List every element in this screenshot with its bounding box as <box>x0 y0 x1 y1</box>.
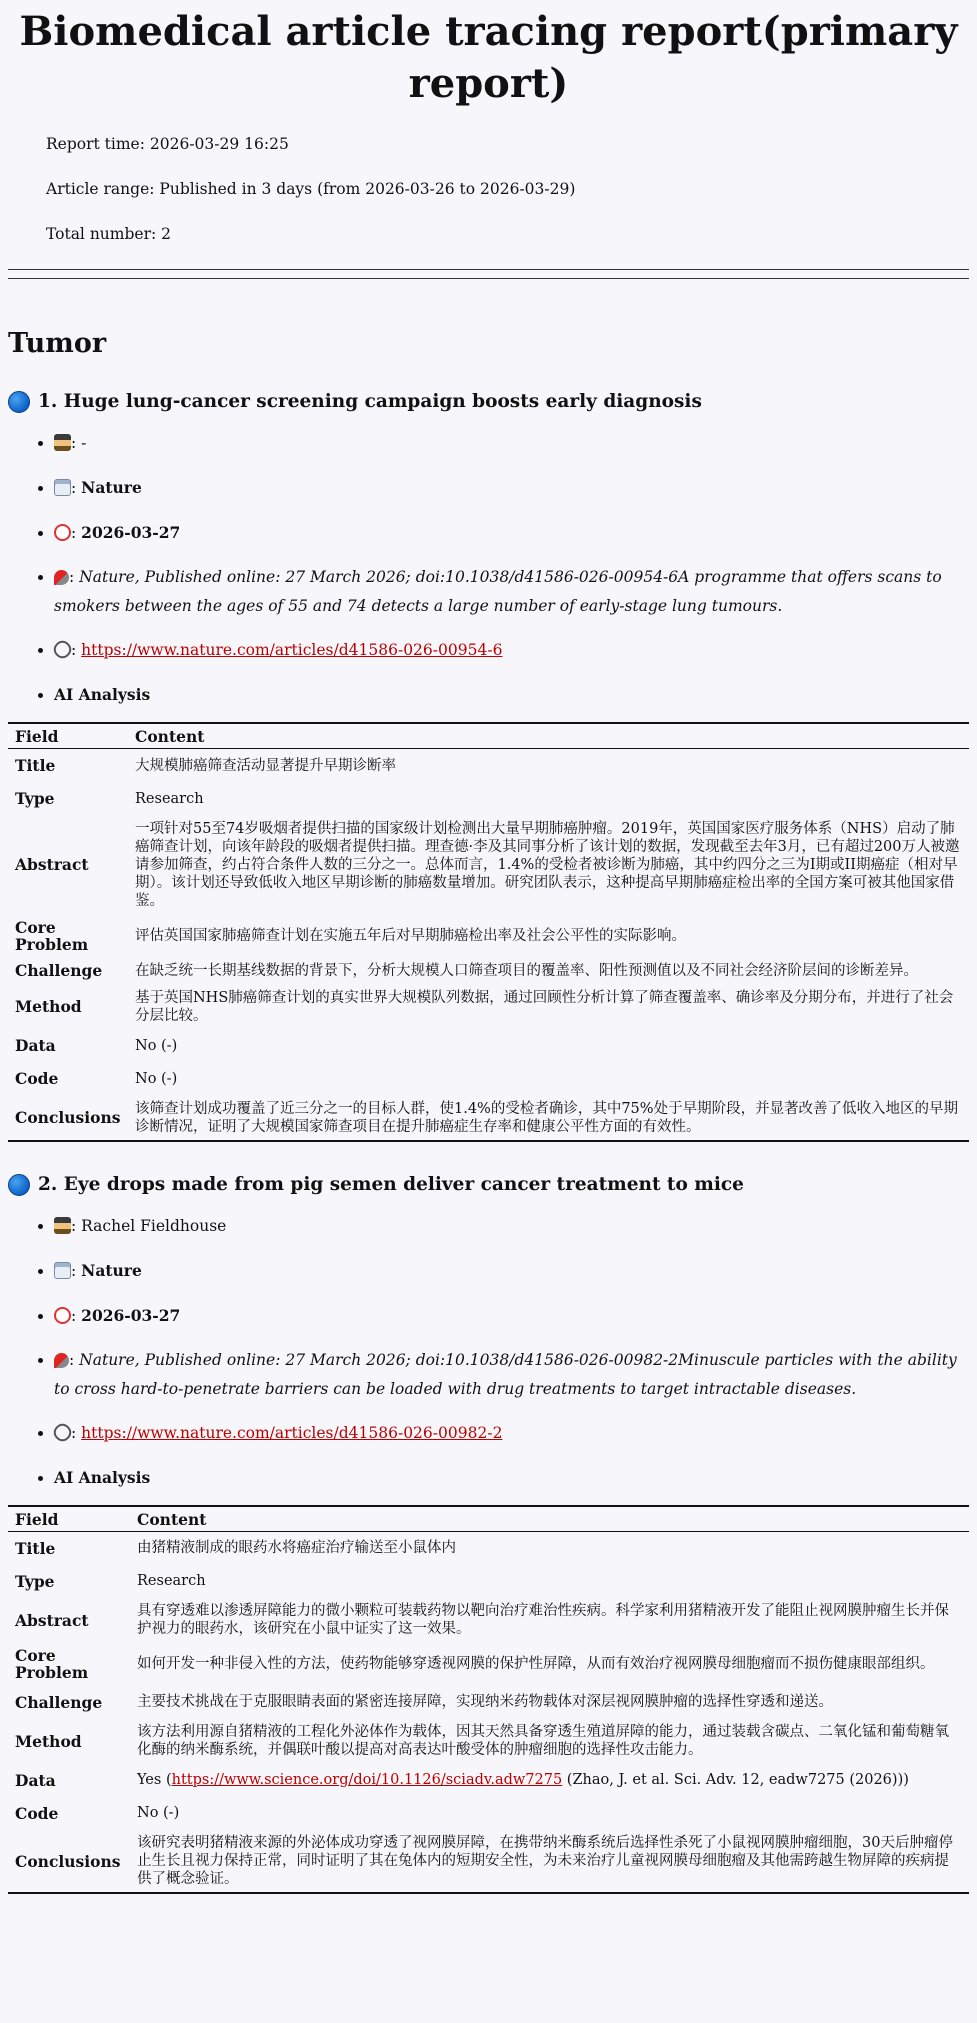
field-header: Field <box>8 723 128 749</box>
content-cell: No (-) <box>135 1070 178 1087</box>
table-row <box>8 984 969 1029</box>
report-meta <box>46 134 969 244</box>
article <box>8 389 969 1142</box>
table-row <box>8 815 969 914</box>
summary-item: • : Nature, Published online: 27 March 2026; doi:10.1038/d41586-026-00982-2Minuscule particles with the ability to cross hard-to-penetrate barriers can be loaded with drug treatments to target intractable diseases. <box>54 1346 969 1404</box>
content-cell: Research <box>137 1573 206 1589</box>
content-cell: 该筛查计划成功覆盖了近三分之一的目标人群，使1.4%的受检者确诊，其中75%处于早期阶段，并显著改善了低收入地区的早期诊断情况，证明了大规模国家筛查项目在提升肺癌症生存率和健康公平性方面的有效性。 <box>135 1100 959 1135</box>
blue-circle-icon <box>8 391 30 413</box>
field-cell: Method <box>15 1731 82 1751</box>
field-cell: Abstract <box>15 855 89 874</box>
pushpin-icon <box>54 570 69 585</box>
field-cell: Type <box>15 789 55 808</box>
journal-item: • : Nature <box>54 1256 969 1286</box>
content-cell: 该方法利用源自猪精液的工程化外泌体作为载体，因其天然具备穿透生殖道屏障的能力，通过装载含碳点、二氧化锰和葡萄糖氧化酶的纳米酶系统，并偶联叶酸以提高对高表达叶酸受体的肿瘤细胞的选择性攻击能力。 <box>137 1724 949 1758</box>
table-row <box>8 782 969 815</box>
article-title: 1. Huge lung-cancer screening campaign boosts early diagnosis <box>38 391 702 412</box>
content-cell: 如何开发一种非侵入性的方法，使药物能够穿透视网膜的保护性屏障，从而有效治疗视网膜母细胞瘤而不损伤健康眼部组织。 <box>137 1656 935 1672</box>
article-link[interactable]: https://www.nature.com/articles/d41586-026-00982-2 <box>81 1423 503 1442</box>
field-cell: Code <box>15 1069 59 1088</box>
table-row <box>8 1029 969 1062</box>
table-row <box>8 1642 969 1685</box>
summary-item: • : Nature, Published online: 27 March 2026; doi:10.1038/d41586-026-00954-6A programme that offers scans to smokers between the ages of 55 and 74 detects a large number of early-stage lung tumours. <box>54 563 969 621</box>
total-number: Total number: 2 <box>46 225 171 243</box>
newspaper-icon <box>54 1262 71 1279</box>
author: Rachel Fieldhouse <box>81 1216 227 1235</box>
table-header-row <box>8 1506 969 1532</box>
pushpin-icon <box>54 1353 69 1368</box>
journal-item: • : Nature <box>54 473 969 503</box>
analysis-table <box>8 722 969 1142</box>
content-cell: 在缺乏统一长期基线数据的背景下，分析大规模人口筛查项目的覆盖率、阳性预测值以及不同社会经济阶层间的诊断差异。 <box>135 962 918 979</box>
date-item: • : 2026-03-27 <box>54 1301 969 1331</box>
field-cell: Conclusions <box>15 1851 121 1871</box>
data-prefix: Yes ( <box>137 1772 172 1788</box>
content-cell: No (-) <box>137 1805 180 1821</box>
newspaper-icon <box>54 479 71 496</box>
content-cell: No (-) <box>135 1037 178 1054</box>
table-row <box>8 749 969 782</box>
content-cell: 由猪精液制成的眼药水将癌症治疗输送至小鼠体内 <box>137 1540 456 1557</box>
content-cell <box>130 1763 969 1796</box>
article <box>8 1172 969 1895</box>
field-cell: Challenge <box>15 961 103 980</box>
report-title: Biomedical article tracing report(primary report) <box>19 8 958 107</box>
table-row <box>8 1763 969 1796</box>
table-row <box>8 1685 969 1718</box>
ai-analysis-label: AI Analysis <box>54 1467 151 1487</box>
table-row <box>8 957 969 984</box>
author-item: • : Rachel Fieldhouse <box>54 1212 969 1241</box>
content-cell: 主要技术挑战在于克服眼睛表面的紧密连接屏障，实现纳米药物载体对深层视网膜肿瘤的选择性穿透和递送。 <box>137 1694 833 1710</box>
data-suffix: (Zhao, J. et al. Sci. Adv. 12, eadw7275 (2026))) <box>562 1772 909 1788</box>
summary: Nature, Published online: 27 March 2026; doi:10.1038/d41586-026-00982-2Minuscule particles with the ability to cross hard-to-penetrate barriers can be loaded with drug treatments to target intractable diseases. <box>54 1350 957 1398</box>
article-info-list <box>8 1212 969 1493</box>
table-row <box>8 1564 969 1597</box>
article-link[interactable]: https://www.nature.com/articles/d41586-026-00954-6 <box>81 641 503 659</box>
ai-analysis-label: AI Analysis <box>54 685 151 704</box>
article-range: Article range: Published in 3 days (from 2026-03-26 to 2026-03-29) <box>46 180 576 198</box>
field-cell: Method <box>15 997 82 1016</box>
section-title: Tumor <box>8 328 107 359</box>
author-item: • : - <box>54 429 969 458</box>
ai-analysis-item <box>54 1463 969 1493</box>
alarm-clock-icon <box>54 524 71 541</box>
table-row <box>8 1718 969 1763</box>
detective-icon <box>54 434 71 451</box>
content-cell: 该研究表明猪精液来源的外泌体成功穿透了视网膜屏障，在携带纳米酶系统后选择性杀死了小鼠视网膜肿瘤细胞，30天后肿瘤停止生长且视力保持正常，同时证明了其在兔体内的短期安全性，为未来治疗儿童视网膜母细胞瘤及其他需跨越生物屏障的疾病提供了概念验证。 <box>137 1835 953 1887</box>
date: 2026-03-27 <box>81 1305 181 1325</box>
report-time: Report time: 2026-03-29 16:25 <box>46 135 289 153</box>
table-row <box>8 1829 969 1893</box>
field-cell: Type <box>15 1571 55 1591</box>
article-title: 2. Eye drops made from pig semen deliver cancer treatment to mice <box>38 1173 744 1195</box>
article-info-list <box>8 429 969 710</box>
content-cell: 一项针对55至74岁吸烟者提供扫描的国家级计划检测出大量早期肺癌肿瘤。2019年，英国国家医疗服务体系（NHS）启动了肺癌筛查计划，向该年龄段的吸烟者提供扫描。理查德·李及其同事分析了该计划的数据，发现截至去年3月，已有超过200万人被邀请参加筛查，约占符合条件人数的三分之一。总体而言，1.4%的受检者被诊断为肺癌，其中约四分之三为I期或II期癌症（相对早期）。该计划还导致低收入地区早期诊断的肺癌数量增加。研究团队表示，这种提高早期肺癌症检出率的全国方案可被其他国家借鉴。 <box>135 820 960 909</box>
date-item: • : 2026-03-27 <box>54 518 969 548</box>
table-row <box>8 1796 969 1829</box>
content-cell: 评估英国国家肺癌筛查计划在实施五年后对早期肺癌检出率及社会公平性的实际影响。 <box>135 927 686 944</box>
summary: Nature, Published online: 27 March 2026; doi:10.1038/d41586-026-00954-6A programme that offers scans to smokers between the ages of 55 and 74 detects a large number of early-stage lung tumours. <box>54 568 942 615</box>
field-header: Field <box>8 1506 130 1532</box>
alarm-clock-icon <box>54 1307 71 1324</box>
field-cell: Core Problem <box>15 1646 89 1682</box>
paperclip-icon <box>50 637 74 661</box>
article-heading <box>8 1172 969 1198</box>
table-row <box>8 1062 969 1095</box>
ai-analysis-item <box>54 680 969 710</box>
field-cell: Data <box>15 1036 56 1055</box>
content-header: Content <box>128 723 969 749</box>
author: - <box>81 434 87 452</box>
field-cell: Code <box>15 1803 59 1823</box>
journal: Nature <box>81 478 142 497</box>
content-cell: 具有穿透难以渗透屏障能力的微小颗粒可装载药物以靶向治疗难治性疾病。科学家利用猪精液开发了能阻止视网膜肿瘤生长并保护视力的眼药水，该研究在小鼠中证实了这一效果。 <box>137 1603 949 1637</box>
journal: Nature <box>81 1260 142 1280</box>
content-header: Content <box>130 1506 969 1532</box>
field-cell: Abstract <box>15 1610 89 1630</box>
table-row <box>8 1597 969 1642</box>
link-item: • : https://www.nature.com/articles/d41586-026-00982-2 <box>54 1419 969 1448</box>
data-link[interactable]: https://www.science.org/doi/10.1126/sciadv.adw7275 <box>171 1772 563 1788</box>
table-row <box>8 1531 969 1564</box>
detective-icon <box>54 1217 71 1234</box>
paperclip-icon <box>50 1420 74 1444</box>
content-cell: 基于英国NHS肺癌筛查计划的真实世界大规模队列数据，通过回顾性分析计算了筛查覆盖率、确诊率及分期分布，并进行了社会分层比较。 <box>135 989 954 1024</box>
date: 2026-03-27 <box>81 523 181 542</box>
table-row <box>8 1095 969 1141</box>
field-cell: Data <box>15 1770 56 1790</box>
field-cell: Title <box>15 1538 56 1558</box>
field-cell: Conclusions <box>15 1108 121 1127</box>
field-cell: Title <box>15 756 56 776</box>
link-item: • : https://www.nature.com/articles/d41586-026-00954-6 <box>54 636 969 665</box>
analysis-table <box>8 1505 969 1895</box>
field-cell: Core Problem <box>15 917 89 954</box>
table-row <box>8 914 969 957</box>
divider <box>8 269 969 279</box>
content-cell: Research <box>135 790 204 807</box>
article-heading <box>8 389 969 415</box>
blue-circle-icon <box>8 1174 30 1196</box>
content-cell: 大规模肺癌筛查活动显著提升早期诊断率 <box>135 757 396 774</box>
table-header-row <box>8 723 969 749</box>
field-cell: Challenge <box>15 1692 103 1712</box>
